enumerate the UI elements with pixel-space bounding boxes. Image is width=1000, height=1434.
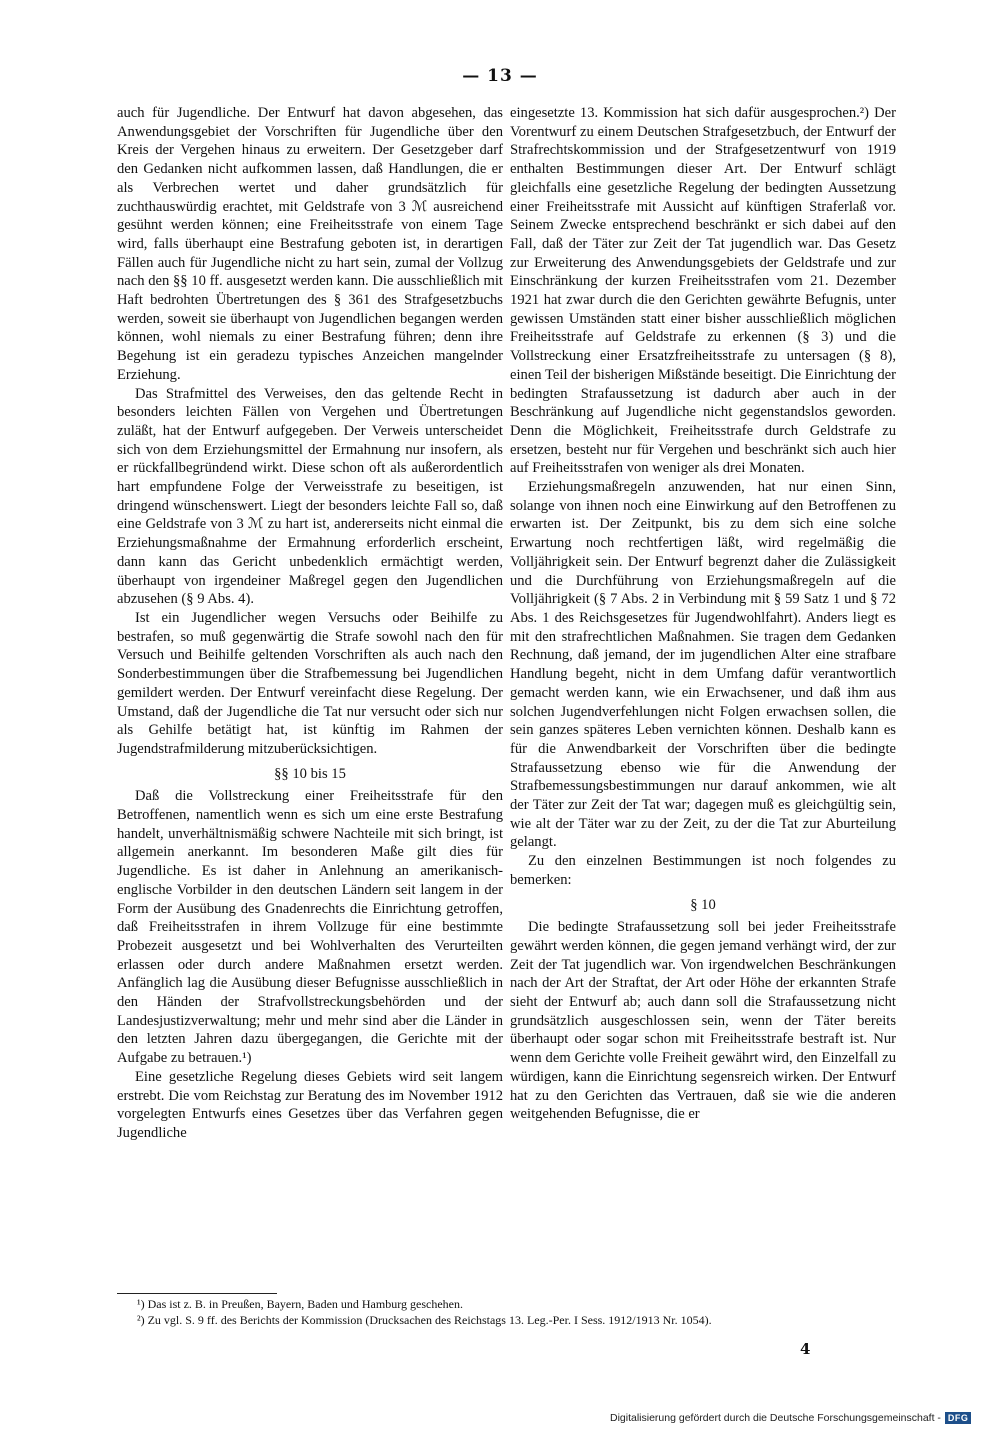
paragraph: Zu den einzelnen Bestimmungen ist noch folgendes zu bemerken: (510, 853, 896, 888)
right-column (510, 104, 896, 1124)
paragraph: Erziehungsmaßregeln anzuwenden, hat nur einen Sinn, solange von ihnen noch eine Einwirkung auf den Betroffenen zu erwarten ist. Der Zeitpunkt, bis zu dem sich eine solche Erwartung noch rechtfertigen läßt, wird regelmäßig die Volljährigkeit sein. Der Entwurf begrenzt daher die Zulässigkeit und die Durchführung von Erziehungsmaßregeln auf die Volljährigkeit (§ 7 Abs. 2 in Verbindung mit § 59 Satz 1 und § 72 Abs. 1 des Reichsgesetzes für Jugendwohlfahrt). Anders liegt es mit den strafrechtlichen Maßnahmen. Sie tragen dem Gedanken Rechnung, daß jemand, der im jugendlichen Alter eine strafbare Handlung begeht, nicht in dem Umfang dafür verantwortlich gemacht werden kann, wie ein Erwachsener, und daß ihm aus solchen Jugendverfehlungen nicht Folgen erwachsen sollen, die sein ganzes späteres Leben vernichten können. Deshalb kann es für die Anwendbarkeit der Vorschriften über die bedingte Strafaussetzung ebenso wie für die Anwendung der Strafbemessungsbestimmungen nur darauf ankommen, wie alt der Täter zur Zeit der Tat war; dagegen muß es gleichgültig sein, wie alt der Täter war zu der Zeit, zu der die Tat zur Aburteilung gelangt. (510, 479, 896, 851)
left-column (117, 104, 503, 1143)
paragraph: Daß die Vollstreckung einer Freiheitsstrafe für den Betroffenen, namentlich wenn es sich um eine erste Bestrafung handelt, unverhältnismäßig schwere Nachteile mit sich bringt, ist allgemein anerkannt. Im besonderen Maße gilt dies für Jugendliche. Es ist daher in Anlehnung an amerikanisch-englische Vorbilder in den deutschen Ländern seit langem in der Form der Ausübung des Gnadenrechts die Einrichtung getroffen, daß Freiheitsstrafen in ihrem Vollzuge für eine bestimmte Probezeit ausgesetzt und bei Wohlverhalten des Verurteilten erlassen oder durch andere Maßnahmen ersetzt werden. Anfänglich lag die Ausübung dieser Befugnisse ausschließlich in den Händen der Strafvollstreckungsbehörden und der Landesjustizverwaltung; mehr und mehr sind aber die Länder in den letzten Jahren dazu übergegangen, die Gerichte mit der Aufgabe zu betrauen.¹) (117, 788, 503, 1067)
sheet-number: 4 (800, 1340, 811, 1358)
page-number: — 13 — (462, 66, 538, 86)
credit-text: Digitalisierung gefördert durch die Deutsche Forschungsgemeinschaft - (610, 1412, 941, 1424)
footnote: ¹) Das ist z. B. in Preußen, Bayern, Baden und Hamburg geschehen. (137, 1297, 463, 1311)
paragraph: auch für Jugendliche. Der Entwurf hat davon abgesehen, das Anwendungsgebiet der Vorschriften für Jugendliche über den Kreis der Vergehen hinaus zu erweitern. Der Gesetzgeber darf den Gedanken nicht aufkommen lassen, daß Handlungen, die er als Verbrechen wertet und daher grundsätzlich für zuchthauswürdig erachtet, mit Geldstrafe von 3 ℳ ausreichend gesühnt werden können; eine Freiheitsstrafe von einem Tage wird, falls überhaupt eine Bestrafung geboten ist, in derartigen Fällen auch für Jugendliche nicht zu hart sein, zumal der Vollzug nach den §§ 10 ff. ausgesetzt werden kann. Die ausschließlich mit Haft bedrohten Übertretungen des § 361 des Strafgesetzbuchs werden, soweit sie überhaupt von Jugendlichen begangen werden können, wohl niemals zu einer Bestrafung führen; denn ihre Begehung ist ein geradezu typisches Anzeichen mangelnder Erziehung. (117, 105, 503, 383)
footnote: ²) Zu vgl. S. 9 ff. des Berichts der Kommission (Drucksachen des Reichstags 13. Leg.-Per. I Sess. 1912/1913 Nr. 1054). (137, 1313, 712, 1327)
paragraph: Eine gesetzliche Regelung dieses Gebiets wird seit langem erstrebt. Die vom Reichstag zur Beratung des im November 1912 vorgelegten Entwurfs eines Gesetzes über das Verfahren gegen Jugendliche (117, 1068, 503, 1141)
footnote-divider (117, 1293, 277, 1294)
section-heading: §§ 10 bis 15 (274, 765, 346, 782)
paragraph: Die bedingte Strafaussetzung soll bei jeder Freiheitsstrafe gewährt werden können, die gegen jemand verhängt wird, der zur Zeit der Tat jugendlich war. Von irgendwelchen Beschränkungen nach der Art der Straftat, der Art oder Höhe der erkannten Strafe sieht der Entwurf ab; auch dann soll die Strafaussetzung nicht grundsätzlich ausgeschlossen sein, wenn der Täter bereits überhaupt oder sogar schon mit Freiheitsstrafe bestraft ist. Nur wenn dem Gerichte volle Freiheit gewährt wird, den Einzelfall zu würdigen, kann die Einrichtung segensreich wirken. Der Entwurf hat zu den Gerichten das Vertrauen, daß sie wie die anderen weitgehenden Befugnisse, die er (510, 919, 896, 1123)
paragraph: Das Strafmittel des Verweises, den das geltende Recht in besonders leichten Fällen von Vergehen und Übertretungen zuläßt, hat der Entwurf aufgegeben. Der Verweis unterscheidet sich von dem Erziehungsmittel der Ermahnung nur insofern, als er rückfallbegründend wirkt. Diese schon oft als außerordentlich hart empfundene Folge der Verweisstrafe zu beseitigen, ist dringend wünschenswert. Liegt der besonders leichte Fall so, daß eine Geldstrafe von 3 ℳ zu hart ist, andererseits nicht einmal die Erziehungsmaßnahme der Ermahnung erforderlich erscheint, dann kann das Gericht unbedenklich ermächtigt werden, überhaupt von irgendeiner Maßregel gegen den Jugendlichen abzusehen (§ 9 Abs. 4). (117, 385, 503, 608)
digitization-credit (610, 1412, 971, 1424)
footnotes (117, 1296, 897, 1328)
paragraph: eingesetzte 13. Kommission hat sich dafür ausgesprochen.²) Der Vorentwurf zu einem Deutschen Strafgesetzbuch, der Entwurf der Strafrechtskommission und der Strafgesetzentwurf von 1919 enthalten Bestimmungen dieser Art. Der Entwurf schlägt gleichfalls eine gesetzliche Regelung der bedingten Aussetzung einer Freiheitsstrafe mit Aussicht auf künftigen Straferlaß vor. Seinem Zwecke entsprechend beschränkt er sich dabei auf den Fall, daß der Täter zur Zeit der Tat jugendlich war. Das Gesetz zur Erweiterung des Anwendungsgebiets der Geldstrafe und zur Einschränkung der kurzen Freiheitsstrafen vom 21. Dezember 1921 hat zwar durch die den Gerichten gewährte Befugnis, unter gewissen Umständen statt einer bisher ausschließlich möglichen Freiheitsstrafe auf Geldstrafe zu erkennen (§ 3) und die Vollstreckung einer Ersatzfreiheitsstrafe zu untersagen (§ 8), einen Teil der bisherigen Mißstände beseitigt. Die Einrichtung der bedingten Strafaussetzung ist dadurch aber auch in der Beschränkung auf Jugendliche nicht gegenstandslos geworden. Denn die Möglichkeit, Freiheitsstrafe durch Geldstrafe zu ersetzen, besteht nur für Vergehen und beschränkt sich auch hier auf Freiheitsstrafen von weniger als drei Monaten. (510, 105, 896, 477)
paragraph: Ist ein Jugendlicher wegen Versuchs oder Beihilfe zu bestrafen, so muß gegenwärtig die Strafe sowohl nach den für Versuch und Beihilfe geltenden Vorschriften als auch nach den Sonderbestimmungen über die Strafbemessung bei Jugendlichen gemildert werden. Der Entwurf vereinfacht diese Regelung. Der Umstand, daß der Jugendliche die Tat nur versucht oder sich nur als Gehilfe betätigt hat, ist künftig im Rahmen der Jugendstrafmilderung mitzuberücksichtigen. (117, 609, 503, 757)
dfg-logo-icon: DFG (945, 1412, 972, 1424)
section-heading: § 10 (690, 896, 716, 913)
